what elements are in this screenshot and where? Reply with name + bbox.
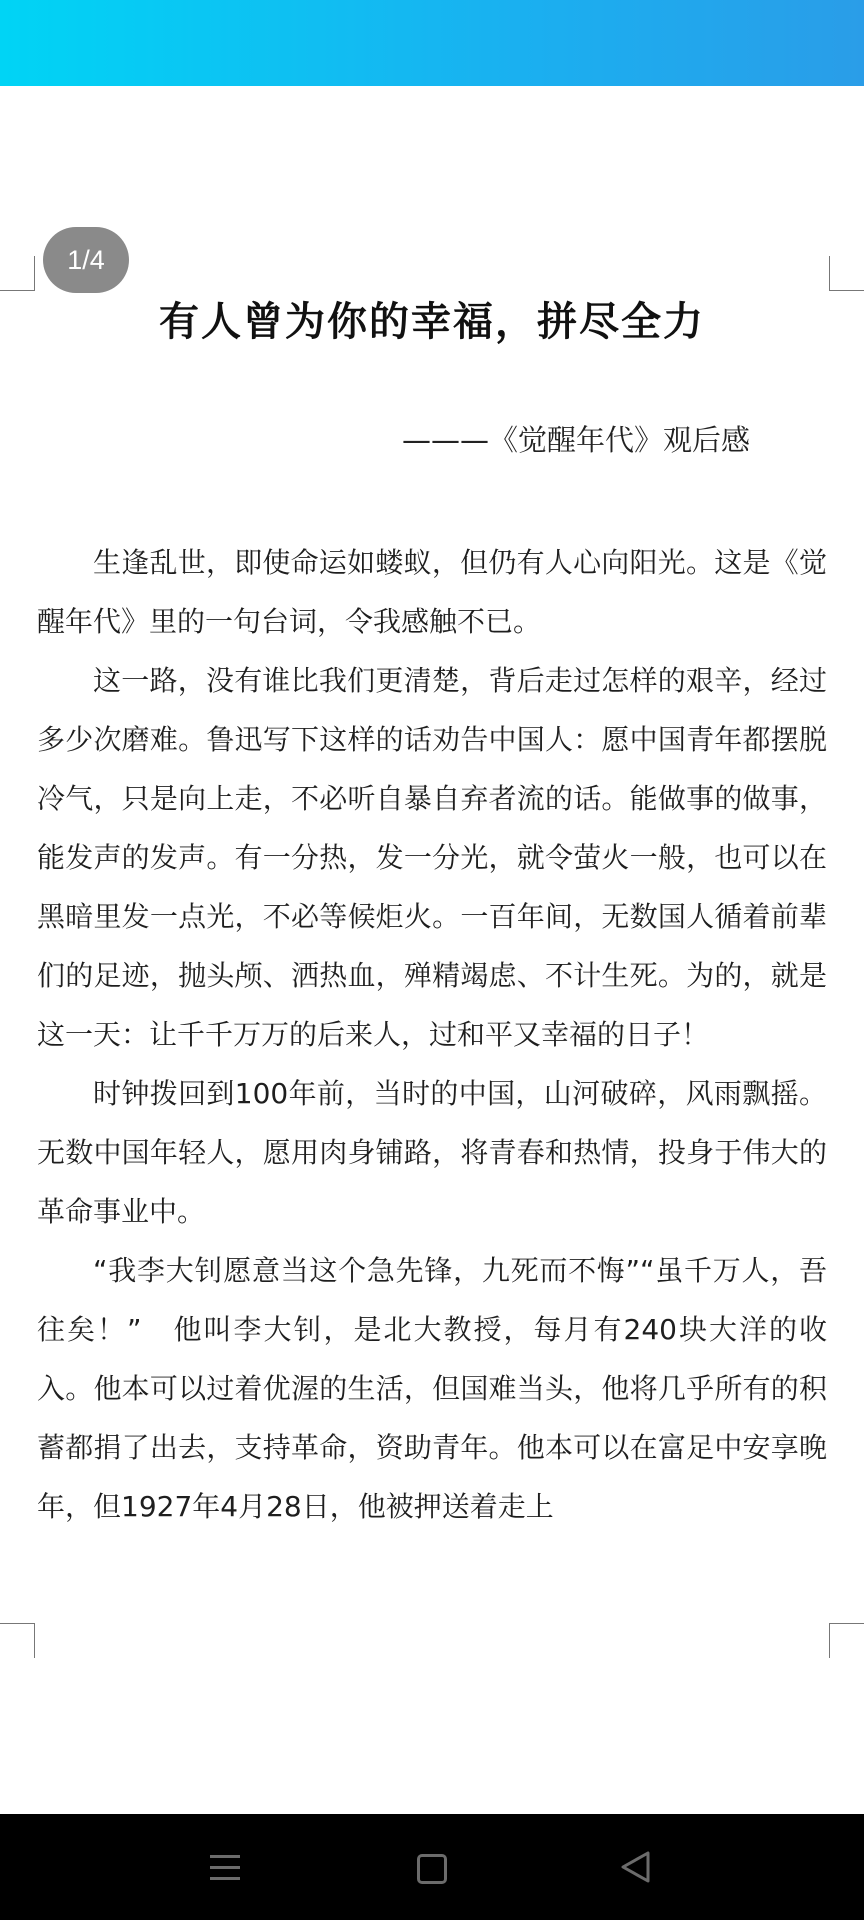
paragraph: “我李大钊愿意当这个急先锋，九死而不悔”“虽千万人，吾往矣！” 他叫李大钊，是北大教授，每月有240块大洋的收入。他本可以过着优渥的生活，但国难当头，他将几乎所有的积蓄都捐了出去，支持革命，资助青年。他本可以在富足中安享晚年，但1927年4月28日，他被押送着走上 (37, 1254, 827, 1523)
back-icon[interactable] (606, 1842, 666, 1892)
page-corner-mark (0, 256, 35, 291)
paragraph: 时钟拨回到100年前，当时的中国，山河破碎，风雨飘摇。无数中国年轻人，愿用肉身铺路，将青春和热情，投身于伟大的革命事业中。 (37, 1077, 827, 1228)
page-corner-mark (829, 1623, 864, 1658)
page-corner-mark (0, 1623, 35, 1658)
document-body (37, 533, 827, 1536)
page-indicator-badge: 1/4 (43, 227, 129, 293)
top-status-bar (0, 0, 864, 86)
paragraph: 生逢乱世，即使命运如蝼蚁，但仍有人心向阳光。这是《觉醒年代》里的一句台词，令我感触不已。 (37, 546, 827, 638)
paragraph: 这一路，没有谁比我们更清楚，背后走过怎样的艰辛，经过多少次磨难。鲁迅写下这样的话劝告中国人：愿中国青年都摆脱冷气，只是向上走，不必听自暴自弃者流的话。能做事的做事，能发声的发声。有一分热，发一分光，就令萤火一般，也可以在黑暗里发一点光，不必等候炬火。一百年间，无数国人循着前辈们的足迹，抛头颅、洒热血，殚精竭虑、不计生死。为的，就是这一天：让千千万万的后来人，过和平又幸福的日子！ (37, 664, 827, 1051)
document-subtitle: ———《觉醒年代》观后感 (401, 423, 750, 457)
menu-icon[interactable] (196, 1842, 256, 1892)
document-title: 有人曾为你的幸福，拼尽全力 (159, 299, 705, 345)
page-corner-mark (829, 256, 864, 291)
home-icon[interactable] (402, 1842, 462, 1892)
system-navigation-bar (0, 1814, 864, 1920)
